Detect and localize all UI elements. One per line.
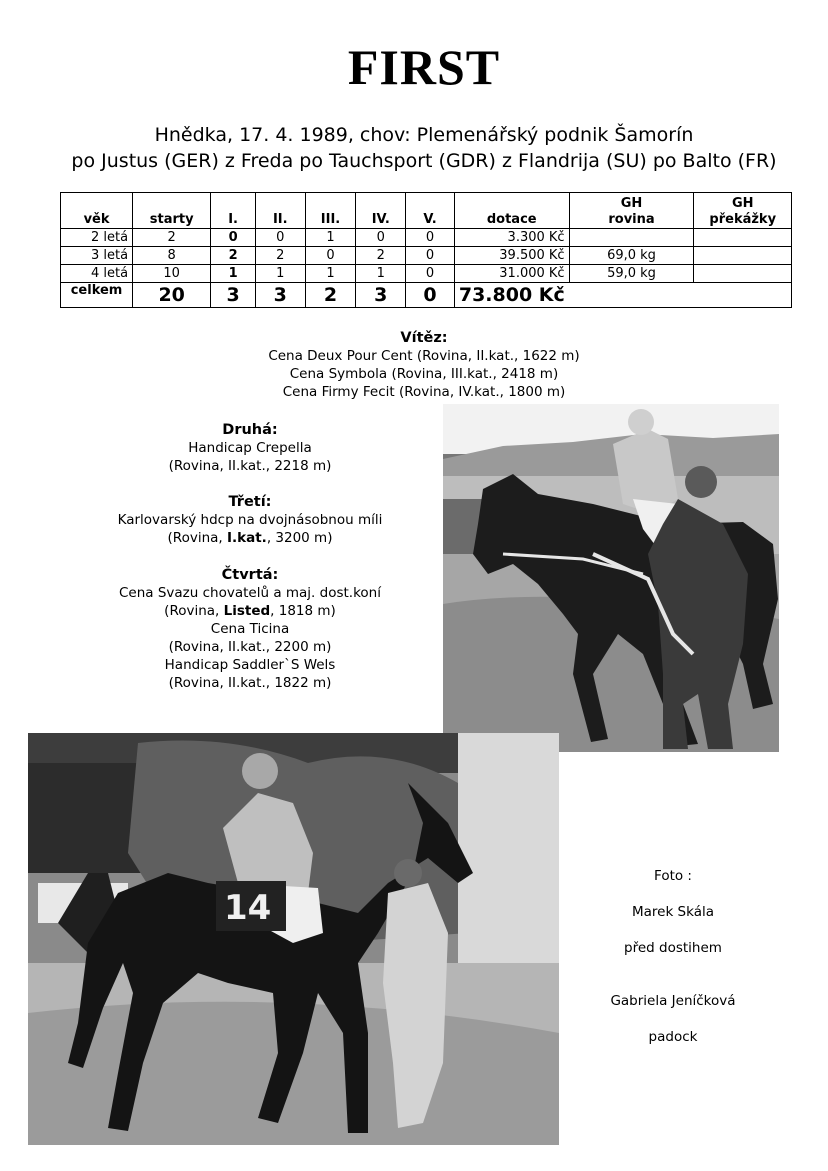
detail-text: (Rovina, — [164, 603, 224, 619]
col-header-gh-hurdles: GH překážky — [694, 193, 792, 229]
cell-prize: 31.000 Kč — [454, 265, 569, 283]
horse-in-paddock-photo — [28, 733, 559, 1145]
winner-section — [200, 329, 648, 401]
second-race-detail: (Rovina, II.kat., 2218 m) — [168, 458, 332, 474]
cell-gh-hurdles — [694, 247, 792, 265]
fourth-heading: Čtvrtá: — [221, 567, 279, 583]
table-row — [61, 229, 792, 247]
cell-total-fifth: 0 — [406, 283, 455, 308]
cell-starts: 8 — [133, 247, 211, 265]
cell-total-fourth: 3 — [356, 283, 406, 308]
cell-gh-flat: 69,0 kg — [569, 247, 694, 265]
fourth-race: Handicap Saddler`S Wels — [164, 657, 336, 673]
detail-text: , 3200 m) — [266, 530, 333, 546]
cell-gh-flat: 59,0 kg — [569, 265, 694, 283]
saddle-number: 14 — [224, 888, 272, 928]
cell-first: 1 — [211, 265, 256, 283]
fourth-race-detail — [90, 602, 410, 620]
credits-label: Foto : — [654, 868, 692, 884]
second-heading: Druhá: — [222, 422, 278, 438]
table-row — [61, 265, 792, 283]
cell-prize: 39.500 Kč — [454, 247, 569, 265]
horse-info: Hnědka, 17. 4. 1989, chov: Plemenářský podnik Šamorín — [154, 124, 694, 146]
third-race: Karlovarský hdcp na dvojnásobnou míli — [117, 512, 383, 528]
cell-age: 3 letá — [61, 247, 133, 265]
cell-fourth: 0 — [356, 229, 406, 247]
cell-total-first: 3 — [211, 283, 256, 308]
cell-first: 0 — [211, 229, 256, 247]
winner-race: Cena Deux Pour Cent (Rovina, II.kat., 1622 m) — [268, 348, 580, 364]
cell-total-starts: 20 — [133, 283, 211, 308]
cell-second: 1 — [255, 265, 305, 283]
photo-graphic — [443, 404, 779, 752]
cell-first: 2 — [211, 247, 256, 265]
winner-race: Cena Symbola (Rovina, III.kat., 2418 m) — [289, 366, 559, 382]
col-header-fifth: V. — [406, 193, 455, 229]
col-header-age: věk — [61, 193, 133, 229]
category-bold: Listed — [223, 603, 271, 619]
photo-caption: padock — [648, 1029, 698, 1045]
second-section — [90, 421, 410, 475]
fourth-race: Cena Ticina — [210, 621, 290, 637]
cell-fourth: 1 — [356, 265, 406, 283]
col-header-prize: dotace — [454, 193, 569, 229]
winner-heading: Vítěz: — [400, 330, 448, 346]
cell-fifth: 0 — [406, 247, 455, 265]
col-header-gh-flat: GH rovina — [569, 193, 694, 229]
cell-fifth: 0 — [406, 229, 455, 247]
cell-age: 4 letá — [61, 265, 133, 283]
cell-prize: 3.300 Kč — [454, 229, 569, 247]
third-section — [90, 493, 410, 547]
fourth-race-detail: (Rovina, II.kat., 1822 m) — [168, 675, 332, 691]
col-header-third: III. — [305, 193, 356, 229]
photographer-name: Marek Skála — [631, 904, 715, 920]
cell-second: 0 — [255, 229, 305, 247]
cell-third: 1 — [305, 265, 356, 283]
third-heading: Třetí: — [228, 494, 272, 510]
photographer-name: Gabriela Jeníčková — [610, 993, 736, 1009]
horse-with-jockey-and-handler-photo — [443, 404, 779, 752]
cell-fourth: 2 — [356, 247, 406, 265]
cell-total-label: celkem — [61, 283, 133, 308]
cell-gh-hurdles — [694, 265, 792, 283]
col-header-starts: starty — [133, 193, 211, 229]
cell-gh-hurdles — [694, 229, 792, 247]
cell-total-second: 3 — [255, 283, 305, 308]
cell-total-prize: 73.800 Kč — [454, 283, 791, 308]
cell-fifth: 0 — [406, 265, 455, 283]
race-stats-table — [60, 192, 792, 308]
cell-gh-flat — [569, 229, 694, 247]
photo-caption: před dostihem — [624, 940, 722, 956]
fourth-race-detail: (Rovina, II.kat., 2200 m) — [168, 639, 332, 655]
second-race: Handicap Crepella — [188, 440, 312, 456]
cell-total-third: 2 — [305, 283, 356, 308]
third-race-detail — [90, 529, 410, 547]
winner-race: Cena Firmy Fecit (Rovina, IV.kat., 1800 m) — [282, 384, 566, 400]
fourth-race: Cena Svazu chovatelů a maj. dost.koní — [119, 585, 381, 601]
table-row — [61, 247, 792, 265]
col-header-fourth: IV. — [356, 193, 406, 229]
cell-second: 2 — [255, 247, 305, 265]
pedigree-line: po Justus (GER) z Freda po Tauchsport (GDR) z Flandrija (SU) po Balto (FR) — [71, 150, 777, 172]
table-total-row — [61, 283, 792, 308]
cell-age: 2 letá — [61, 229, 133, 247]
detail-text: (Rovina, — [167, 530, 227, 546]
fourth-section — [90, 566, 410, 692]
cell-third: 1 — [305, 229, 356, 247]
detail-text: , 1818 m) — [270, 603, 336, 619]
col-header-second: II. — [255, 193, 305, 229]
cell-starts: 2 — [133, 229, 211, 247]
photo-graphic — [28, 733, 559, 1145]
cell-starts: 10 — [133, 265, 211, 283]
category-bold: I.kat. — [226, 530, 267, 546]
cell-third: 0 — [305, 247, 356, 265]
page-title: FIRST — [347, 39, 501, 95]
col-header-first: I. — [211, 193, 256, 229]
table-header-row — [61, 193, 792, 229]
